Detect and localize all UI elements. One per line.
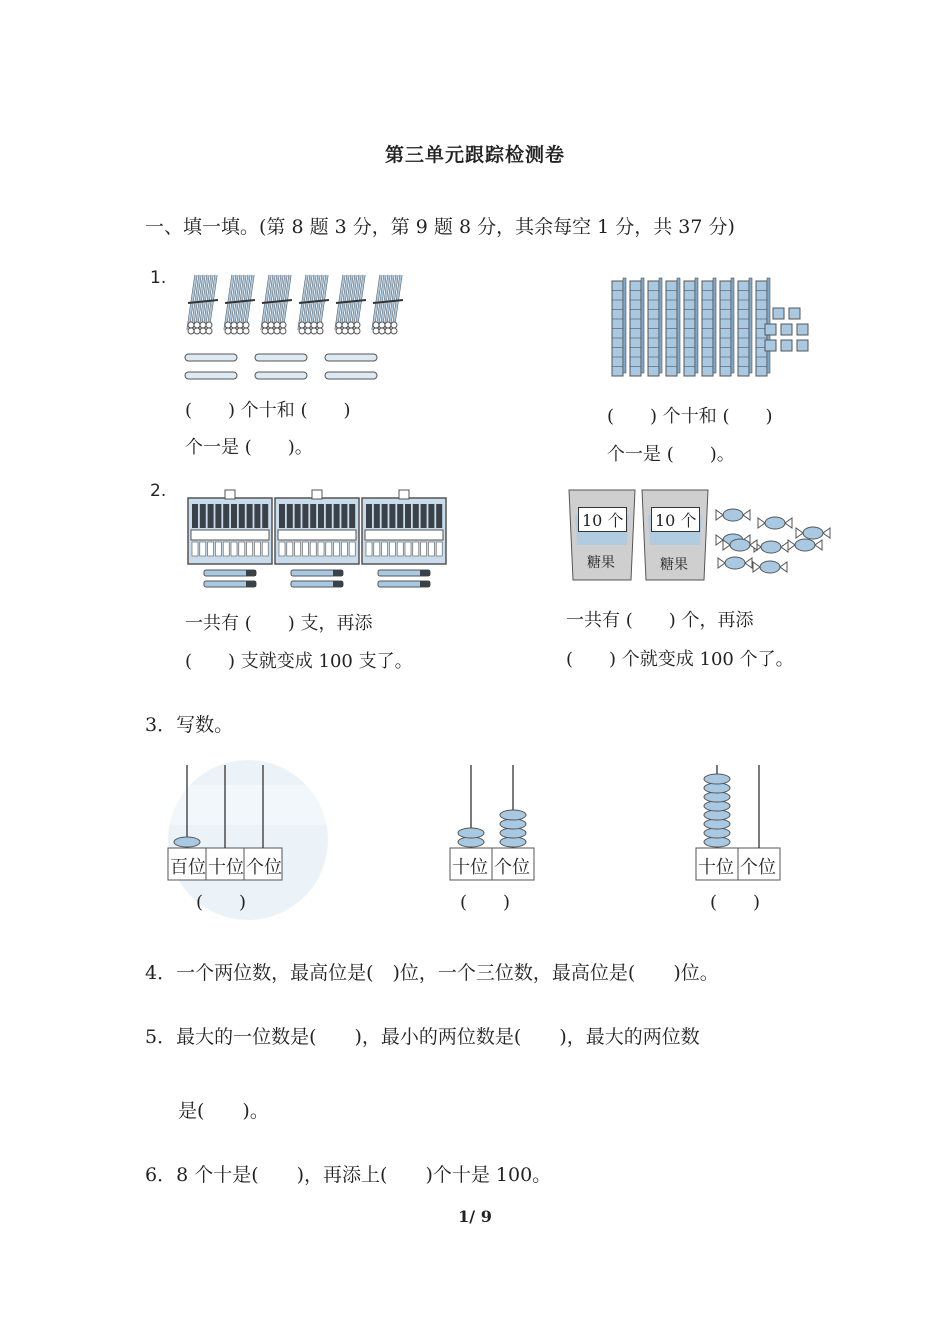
q2-right-line2: ( ) 个就变成 100 个了。 (566, 649, 794, 670)
abacus-3-label-tens: 十位 (698, 857, 734, 878)
candy (716, 509, 750, 521)
stick-bundle (188, 275, 218, 334)
base-ten-blocks-illustration (610, 278, 825, 383)
question-5-line1: 5．最大的一位数是( )，最小的两位数是( )，最大的两位数 (145, 1026, 700, 1048)
candy-bag-1-name: 糖果 (587, 555, 615, 571)
candy (754, 541, 788, 553)
loose-stick (255, 354, 307, 361)
abacus-bead (458, 828, 484, 838)
loose-stick (325, 372, 377, 379)
question-4: 4．一个两位数，最高位是( )位，一个三位数，最高位是( )位。 (145, 962, 719, 984)
loose-stick (185, 354, 237, 361)
tens-rod (720, 278, 734, 376)
loose-stick (325, 354, 377, 361)
stick-bundle (262, 275, 292, 334)
question-3: 3．写数。 (145, 714, 234, 736)
question-2-number: 2. (150, 481, 167, 501)
pencil-box (275, 490, 359, 587)
candy-bag-2-name: 糖果 (660, 557, 688, 573)
unit-cube (789, 308, 800, 319)
loose-stick (185, 372, 237, 379)
unit-cube (765, 340, 776, 351)
q2-left-line1: 一共有 ( ) 支，再添 (185, 613, 373, 634)
stick-bundle (373, 275, 403, 334)
abacus-bead (500, 810, 526, 820)
stick-bundle (299, 275, 329, 334)
q1-left-line2: 个一是 ( )。 (185, 437, 313, 458)
tens-rod (612, 278, 626, 376)
q2-right-line1: 一共有 ( ) 个，再添 (566, 610, 754, 631)
candy-bag-2-label: 10 个 (651, 507, 700, 532)
unit-cube (797, 340, 808, 351)
tens-rod (702, 278, 716, 376)
tens-rod (648, 278, 662, 376)
tens-rod (630, 278, 644, 376)
candy (758, 517, 792, 529)
abacus-1-label-hundreds: 百位 (170, 857, 206, 878)
page-title: 第三单元跟踪检测卷 (384, 144, 565, 166)
unit-cube (765, 324, 776, 335)
abacus-3-answer: ( ) (710, 892, 761, 913)
pencil-box (362, 490, 446, 587)
unit-cube (773, 308, 784, 319)
abacus-bead (174, 837, 200, 847)
q2-left-line2: ( ) 支就变成 100 支了。 (185, 651, 413, 672)
abacus-bead (704, 774, 730, 784)
abacus-3-label-ones: 个位 (740, 857, 776, 878)
loose-stick (255, 372, 307, 379)
abacus-2-label-ones: 个位 (494, 857, 530, 878)
abacus-1-label-ones: 个位 (246, 857, 282, 878)
unit-cube (781, 324, 792, 335)
question-6: 6．8 个十是( )，再添上( )个十是 100。 (145, 1164, 552, 1186)
pencil-boxes-illustration (185, 490, 450, 595)
bundled-sticks-illustration (180, 270, 420, 385)
tens-rod (738, 278, 752, 376)
tens-rod (684, 278, 698, 376)
unit-cube (797, 324, 808, 335)
question-1-number: 1. (150, 268, 167, 288)
abacus-2-label-tens: 十位 (452, 857, 488, 878)
stick-bundle (336, 275, 366, 334)
page-number: 1/ 9 (458, 1207, 492, 1226)
candy (753, 561, 787, 573)
question-5-line2: 是( )。 (178, 1100, 269, 1122)
section-heading: 一、填一填。(第 8 题 3 分，第 9 题 8 分，其余每空 1 分，共 37 分) (145, 216, 735, 238)
candy-bag-1-label: 10 个 (578, 507, 627, 532)
candy (718, 557, 752, 569)
candy (796, 527, 830, 539)
q1-left-line1: ( ) 个十和 ( ) (185, 400, 351, 421)
abacus-2-answer: ( ) (460, 892, 511, 913)
abacus-1-label-tens: 十位 (208, 857, 244, 878)
pencil-box (188, 490, 272, 587)
q1-right-line1: ( ) 个十和 ( ) (607, 406, 773, 427)
abacus-1-answer: ( ) (196, 892, 247, 913)
unit-cube (781, 340, 792, 351)
tens-rod (666, 278, 680, 376)
stick-bundle (225, 275, 255, 334)
q1-right-line2: 个一是 ( )。 (607, 444, 735, 465)
candy (788, 539, 822, 551)
